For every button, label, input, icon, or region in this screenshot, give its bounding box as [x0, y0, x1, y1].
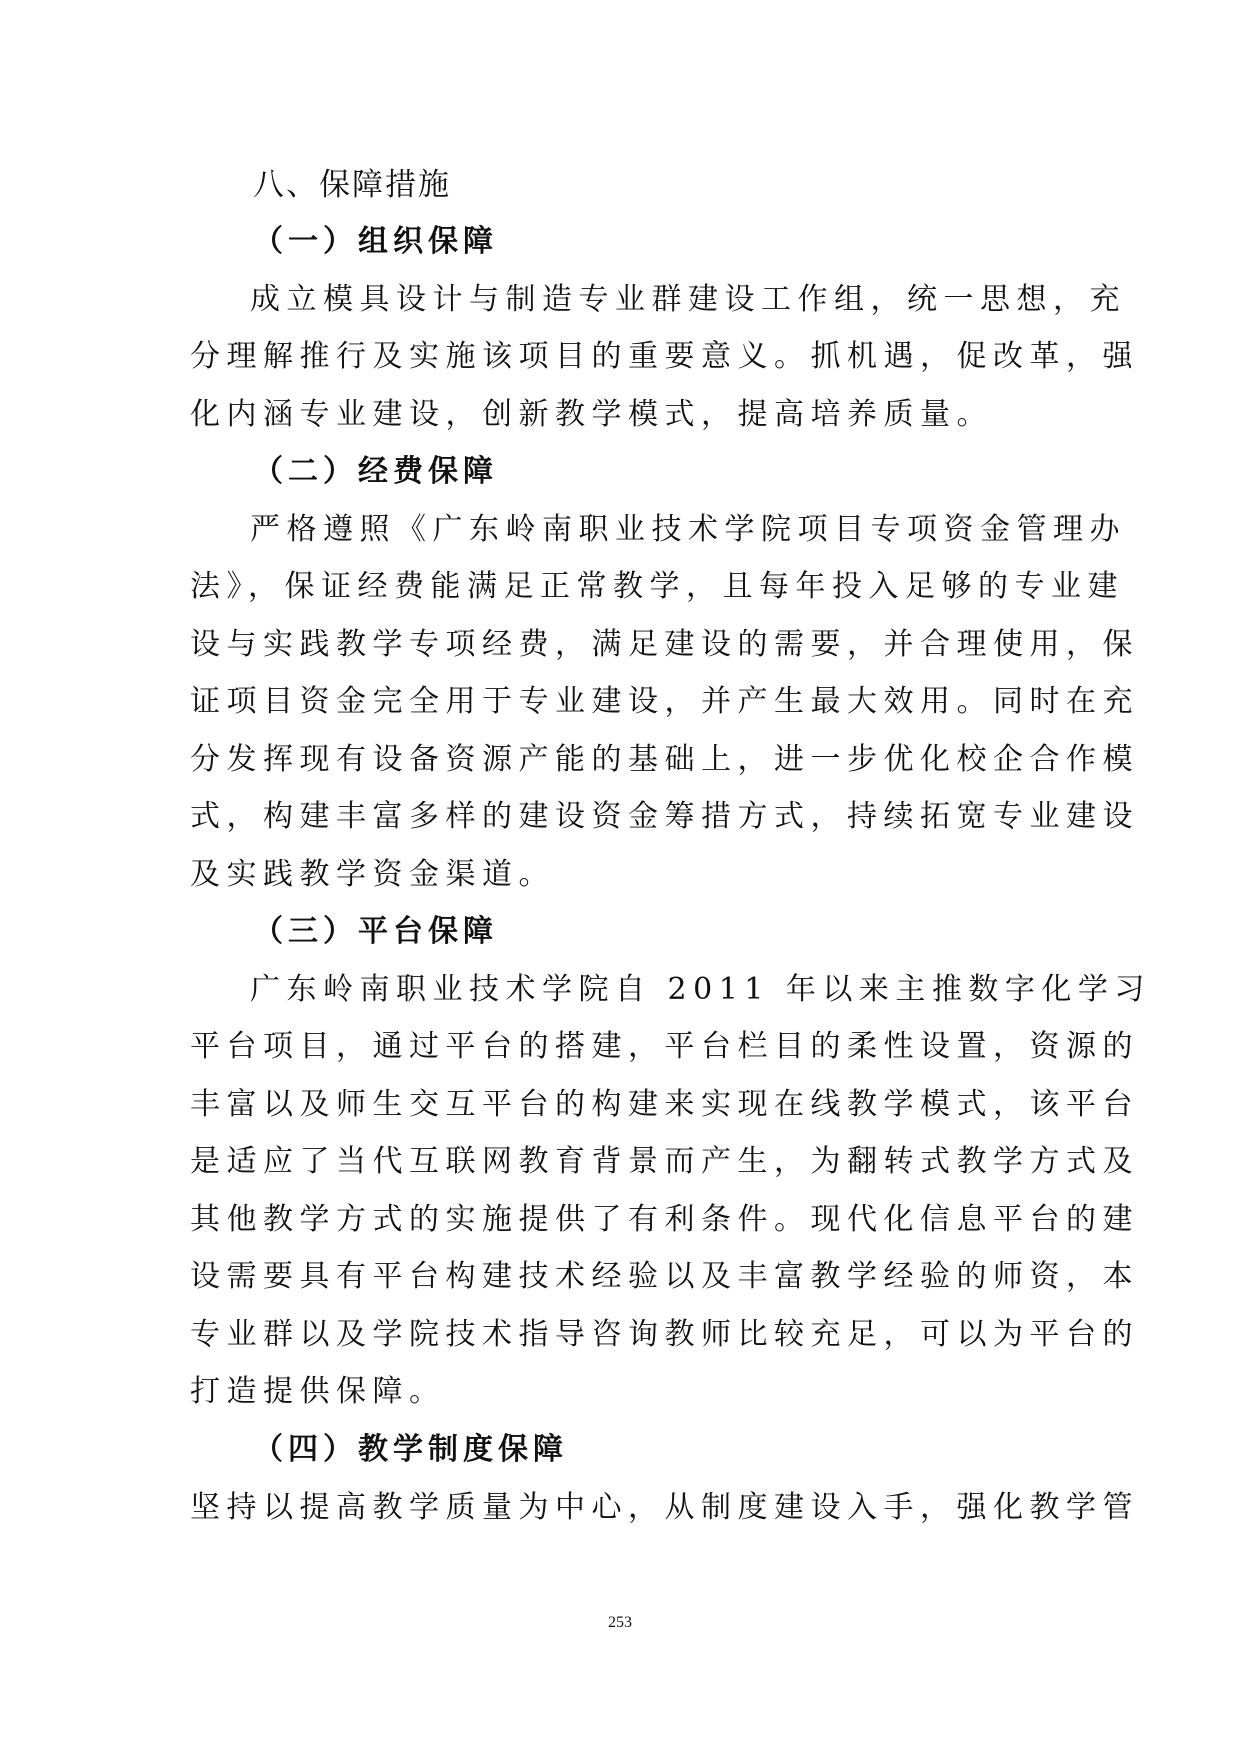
- paragraph-line: 设需要具有平台构建技术经验以及丰富教学经验的师资，本: [190, 1259, 1139, 1294]
- subsection-heading-3: （三）平台保障: [253, 914, 498, 949]
- paragraph-line: 是适应了当代互联网教育背景而产生，为翻转式教学方式及: [190, 1144, 1139, 1179]
- paragraph-line: 式，构建丰富多样的建设资金筹措方式，持续拓宽专业建设: [190, 799, 1139, 834]
- paragraph-line: 广东岭南职业技术学院自 2011 年以来主推数字化学习: [250, 972, 1151, 1007]
- paragraph-line: 化内涵专业建设，创新教学模式，提高培养质量。: [190, 397, 993, 432]
- paragraph-line: 分发挥现有设备资源产能的基础上，进一步优化校企合作模: [190, 742, 1139, 777]
- paragraph-line: 平台项目，通过平台的搭建，平台栏目的柔性设置，资源的: [190, 1029, 1139, 1064]
- paragraph-line: 成立模具设计与制造专业群建设工作组，统一思想，充: [250, 282, 1126, 317]
- section-heading-8: 八、保障措施: [253, 167, 451, 203]
- subsection-heading-4: （四）教学制度保障: [253, 1432, 568, 1467]
- paragraph-line: 分理解推行及实施该项目的重要意义。抓机遇，促改革，强: [190, 339, 1139, 374]
- paragraph-line: 其他教学方式的实施提供了有利条件。现代化信息平台的建: [190, 1202, 1139, 1237]
- paragraph-line: 严格遵照《广东岭南职业技术学院项目专项资金管理办: [250, 512, 1126, 547]
- paragraph-line: 法》，保证经费能满足正常教学，且每年投入足够的专业建: [190, 569, 1124, 604]
- paragraph-line: 设与实践教学专项经费，满足建设的需要，并合理使用，保: [190, 627, 1139, 662]
- paragraph-line: 打造提供保障。: [190, 1374, 446, 1409]
- paragraph-line: 专业群以及学院技术指导咨询教师比较充足，可以为平台的: [190, 1317, 1139, 1352]
- paragraph-line: 丰富以及师生交互平台的构建来实现在线教学模式，该平台: [190, 1087, 1139, 1122]
- page-number: 253: [608, 1614, 632, 1631]
- subsection-heading-1: （一）组织保障: [253, 224, 498, 259]
- paragraph-line: 坚持以提高教学质量为中心，从制度建设入手，强化教学管: [190, 1490, 1139, 1525]
- paragraph-line: 及实践教学资金渠道。: [190, 857, 555, 892]
- paragraph-line: 证项目资金完全用于专业建设，并产生最大效用。同时在充: [190, 684, 1139, 719]
- subsection-heading-2: （二）经费保障: [253, 454, 498, 489]
